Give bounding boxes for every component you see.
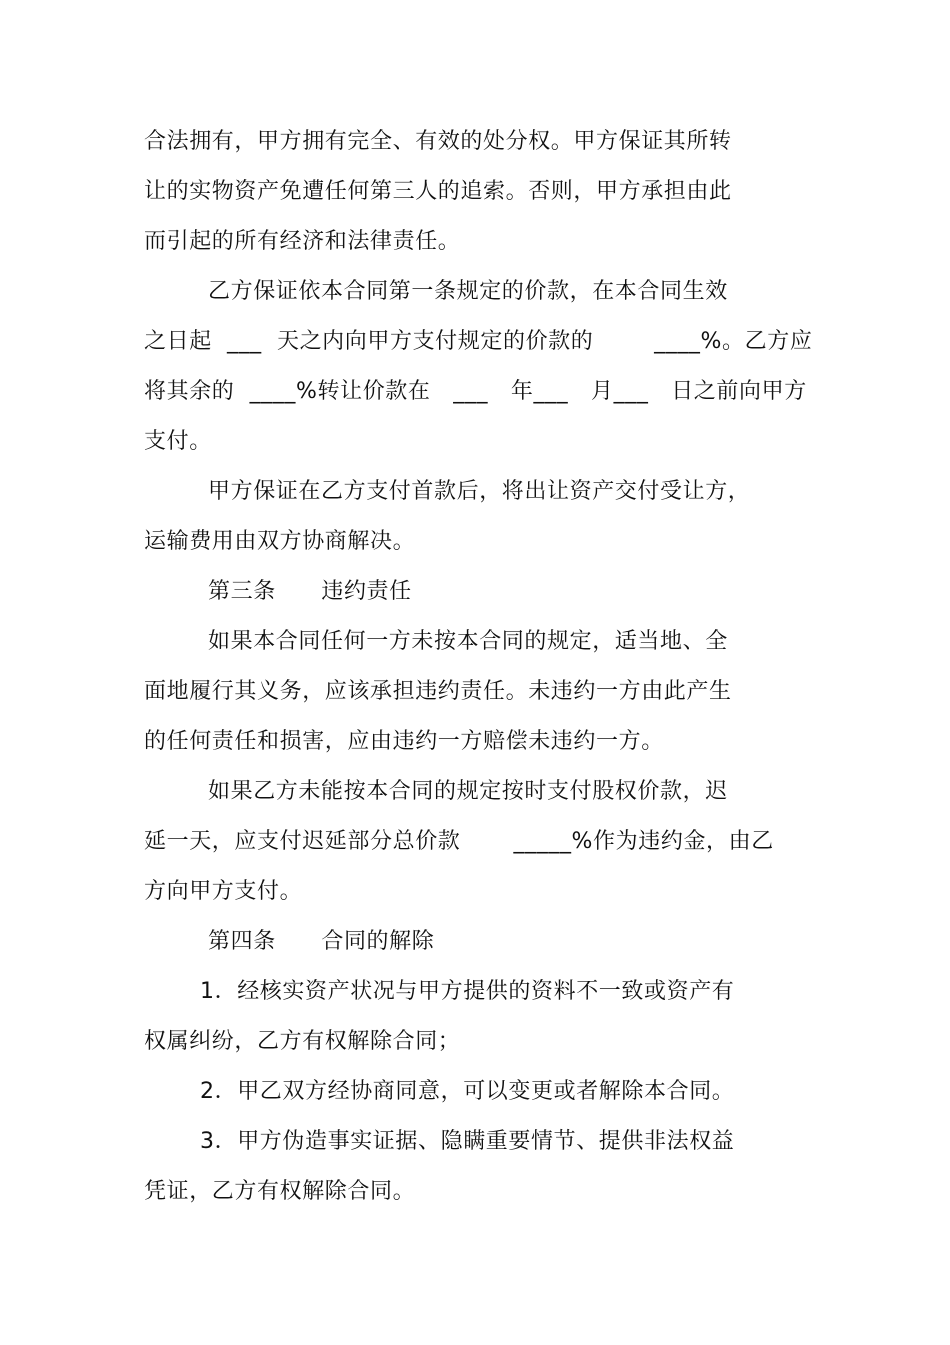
- text-line: 支付。: [144, 429, 212, 454]
- text-line: 延一天，应支付迟延部分总价款 _____%作为违约金，由乙: [144, 829, 774, 854]
- text-line: 让的实物资产免遭任何第三人的追索。否则，甲方承担由此: [144, 179, 732, 204]
- text-line: 合法拥有，甲方拥有完全、有效的处分权。甲方保证其所转: [144, 129, 732, 154]
- text-line: 甲方保证在乙方支付首款后，将出让资产交付受让方，: [208, 479, 751, 504]
- text-line: 将其余的 ____%转让价款在 ___ 年___ 月___ 日之前向甲方: [144, 379, 807, 404]
- text-line: 凭证，乙方有权解除合同。: [144, 1179, 416, 1204]
- list-item: 3．甲方伪造事实证据、隐瞒重要情节、提供非法权益: [200, 1129, 735, 1154]
- text-line: 而引起的所有经济和法律责任。: [144, 229, 461, 254]
- list-item: 2．甲乙双方经协商同意，可以变更或者解除本合同。: [200, 1079, 735, 1104]
- text-line: 方向甲方支付。: [144, 879, 303, 904]
- text-line: 权属纠纷，乙方有权解除合同；: [144, 1029, 461, 1054]
- text-line: 乙方保证依本合同第一条规定的价款，在本合同生效: [208, 279, 728, 304]
- text-line: 如果乙方未能按本合同的规定按时支付股权价款，迟: [208, 779, 728, 804]
- text-line: 的任何责任和损害，应由违约一方赔偿未违约一方。: [144, 729, 664, 754]
- text-line: 运输费用由双方协商解决。: [144, 529, 416, 554]
- text-line: 如果本合同任何一方未按本合同的规定，适当地、全: [208, 629, 728, 654]
- section-heading: 第四条 合同的解除: [208, 929, 435, 954]
- text-line: 之日起 ___ 天之内向甲方支付规定的价款的 ____%。乙方应: [144, 329, 813, 354]
- list-item: 1．经核实资产状况与甲方提供的资料不一致或资产有: [200, 979, 735, 1004]
- text-line: 面地履行其义务，应该承担违约责任。未违约一方由此产生: [144, 679, 732, 704]
- section-heading: 第三条 违约责任: [208, 579, 412, 604]
